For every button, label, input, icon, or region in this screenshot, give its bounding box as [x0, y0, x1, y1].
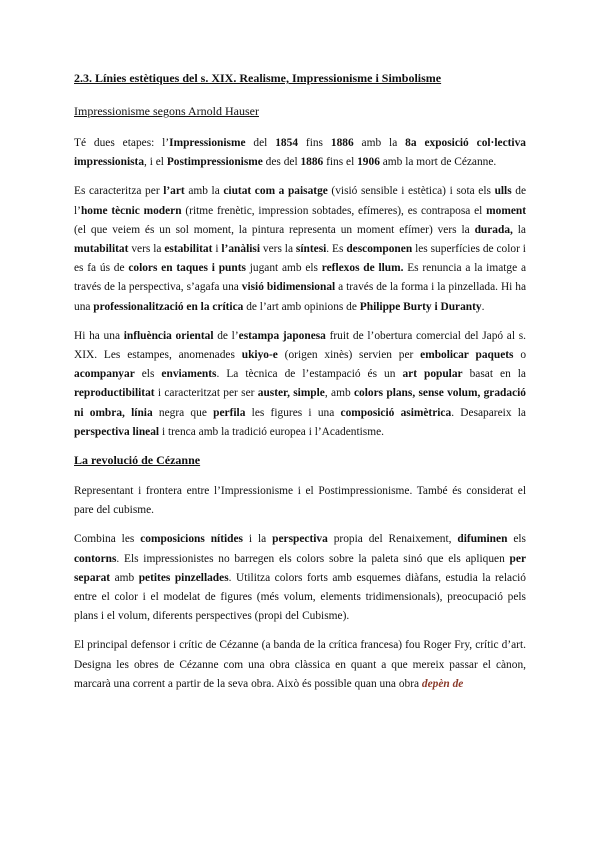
bold-term: home tècnic modern — [80, 204, 182, 217]
bold-term: influència oriental — [123, 329, 214, 342]
bold-term: síntesi — [295, 243, 327, 256]
bold-term: mutabilitat — [74, 243, 129, 256]
bold-term: 1906 — [357, 156, 380, 169]
bold-term: colors plans, sense volum, gradació ni ombra, línia — [74, 387, 527, 419]
paragraph-oriental-influence: Hi ha una influència oriental de l’estampa japonesa fruit de l’obertura comercial del Japó al s. XIX. Les estampes, anomenades ukiyo-e (origen xinès) servien per embolicar paquets o acompanyar els enviaments. La tècnica de l’estampació és un art popular basat en la reproductibilitat i caracteritzat per ser auster, simple, amb colors plans, sense volum, gradació ni ombra, línia negra que perfila les figures i una composició asimètrica. Desapareix la perspectiva lineal i trenca amb la tradició europea i l’Acadentisme. — [74, 329, 527, 438]
bold-term: descomponen — [346, 243, 413, 256]
bold-term: auster, simple — [257, 387, 325, 400]
paragraph-cezanne-technique: Combina les composicions nítides i la perspectiva propia del Renaixement, difuminen els contorns. Els impressionistes no barregen els colors sobre la paleta sinó que els apliquen per separat amb petites pinzellades. Utilitza colors forts amb esquemes diàfans, estudia la relació entre el color i el modelat de figures (més volum, elements tridimensionals), preocupació pels plans i el volum, diferents perspectives (propi del Cubisme). — [74, 533, 526, 623]
bold-term: visió bidimensional — [241, 281, 336, 294]
subtitle: Impressionisme segons Arnold Hauser — [74, 104, 259, 118]
bold-term: estampa japonesa — [238, 329, 326, 342]
bold-term: colors en taques i punts — [128, 262, 246, 275]
bold-term: moment — [486, 204, 526, 217]
bold-term: acompanyar — [74, 368, 135, 381]
bold-term: petites pinzellades — [138, 571, 229, 584]
bold-term: ulls — [494, 185, 512, 198]
bold-term: per separat — [74, 552, 526, 584]
bold-term: l’art — [163, 185, 185, 198]
bold-term: ukiyo-e — [241, 349, 278, 362]
bold-term: estabilitat — [164, 243, 213, 256]
bold-term: 8a exposició col·lectiva impressionista — [74, 137, 526, 169]
paragraph-cezanne-intro: Representant i frontera entre l’Impressionisme i el Postimpressionisme. També és considerat el pare del cubisme. — [74, 485, 526, 517]
bold-term: 1854 — [275, 137, 299, 149]
paragraph-roger-fry: El principal defensor i crític de Cézanne (a banda de la crítica francesa) fou Roger Fry, crític d’art. Designa les obres de Cézanne com una obra clàssica en quant a que mereix passar el cànon, marcarà una corrent a partir de la seva obra. Això és possible quan una obra depèn de — [74, 639, 526, 690]
bold-term: composicions nítides — [140, 533, 243, 546]
bold-term: ciutat com a paisatge — [223, 185, 328, 198]
bold-term: enviaments — [161, 368, 217, 381]
bold-term: l’anàlisi — [221, 243, 261, 256]
bold-term: durada, — [474, 223, 513, 236]
bold-term: Philippe Burty i Duranty — [359, 300, 482, 313]
section-title: 2.3. Línies estètiques del s. XIX. Realisme, Impressionisme i Simbolisme — [74, 71, 442, 85]
bold-term: perfila — [213, 406, 246, 419]
paragraph-characteristics: Es caracteritza per l’art amb la ciutat com a paisatge (visió sensible i estètica) i sota els ulls de l’home tècnic modern (ritme frenètic, impression sobtades, efímeres), es contraposa el moment (el que veiem és un sol moment, la pintura representa un moment efímer) vers la durada, la mutabilitat vers la estabilitat i l’anàlisi vers la síntesi. Es descomponen les superfícies de color i es fa ús de colors en taques i punts jugant amb els reflexos de llum. Es renuncia a la imatge a través de la perspectiva, s’agafa una visió bidimensional a través de la forma i la pinzellada. Hi ha una professionalització en la crítica de l’art amb opinions de Philippe Burty i Duranty. — [74, 185, 527, 313]
bold-term: reflexos de llum. — [321, 262, 404, 275]
bold-italic-term: depèn de — [421, 677, 464, 690]
bold-term: 1886 — [330, 137, 354, 149]
paragraph-stages: Té dues etapes: l’Impressionisme del 1854 fins 1886 amb la 8a exposició col·lectiva impressionista, i el Postimpressionisme des del 1886 fins el 1906 amb la mort de Cézanne. — [74, 137, 526, 169]
bold-term: art popular — [402, 368, 463, 381]
bold-term: contorns — [74, 552, 117, 565]
bold-term: reproductibilitat — [74, 387, 155, 400]
bold-term: 1886 — [300, 156, 324, 169]
bold-term: perspectiva lineal — [74, 425, 160, 438]
bold-term: Impressionisme — [169, 137, 246, 149]
bold-term: difuminen — [457, 533, 508, 546]
bold-term: professionalització en la crítica — [93, 300, 244, 313]
bold-term: perspectiva — [272, 533, 328, 546]
bold-term: Postimpressionisme — [166, 156, 263, 169]
bold-term: composició asimètrica — [340, 406, 452, 419]
cezanne-heading: La revolució de Cézanne — [74, 453, 201, 468]
bold-term: embolicar paquets — [420, 349, 514, 362]
